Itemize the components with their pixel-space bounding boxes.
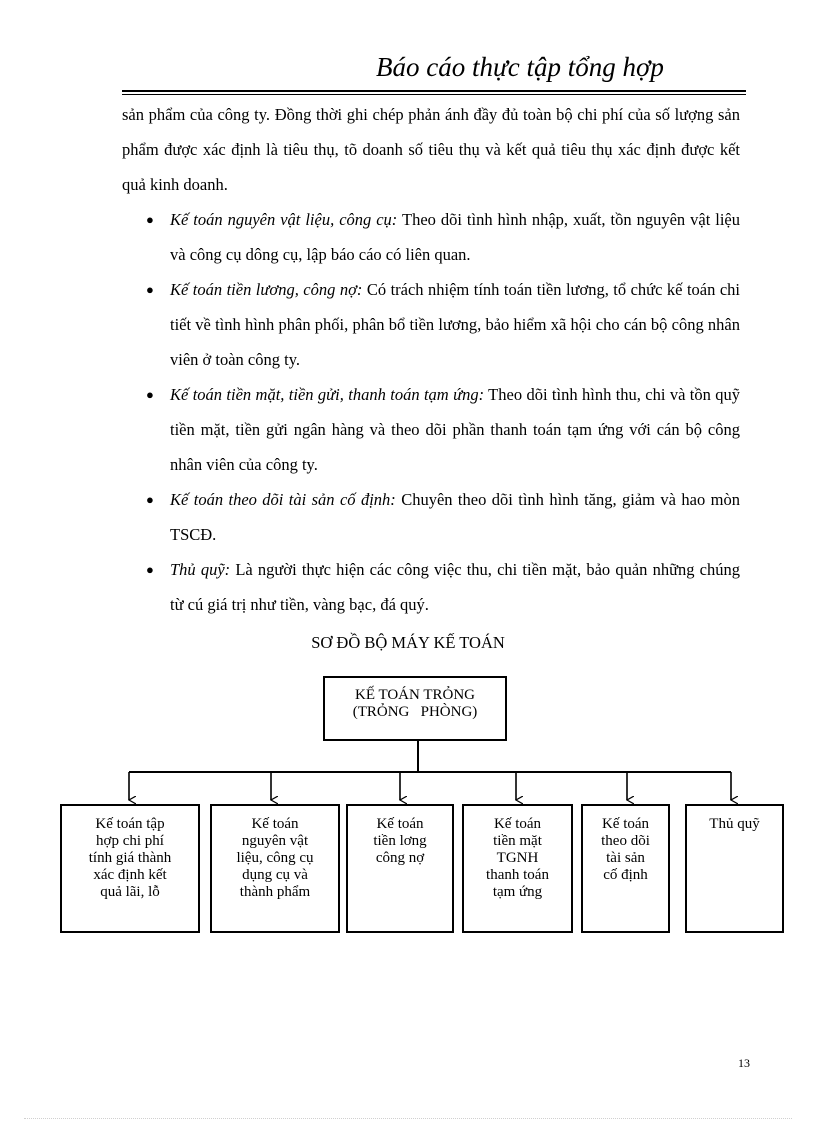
department-label: công nợ xyxy=(375,850,425,866)
chief-accountant-label: KẾ TOÁN TRỎNG xyxy=(354,687,476,703)
duty-list xyxy=(122,202,740,622)
duty-item-title: Thủ quỹ: xyxy=(170,560,231,579)
duty-item xyxy=(122,552,740,622)
department-label: tạm ứng xyxy=(492,884,543,900)
chief-accountant-sublabel: (TRỎNG PHÒNG) xyxy=(352,704,478,720)
department-label: dụng cụ và xyxy=(242,867,308,883)
department-label: liệu, công cụ xyxy=(236,850,314,866)
department-label: Kế toán tập xyxy=(95,816,165,832)
department-label: quả lãi, lỗ xyxy=(100,884,160,900)
duty-item xyxy=(122,202,740,272)
department-label: Kế toán xyxy=(493,816,542,832)
duty-item-title: Kế toán tiền lương, công nợ: xyxy=(170,280,363,299)
department-label: tài sản xyxy=(606,850,645,866)
duty-item-text: Theo dõi tình hình nhập, xuất, tồn nguyên vật liệu và công cụ dông cụ, lập báo cáo có liên quan. xyxy=(170,210,740,264)
duty-item xyxy=(122,482,740,552)
department-label: thanh toán xyxy=(486,867,549,883)
bullet-icon: ● xyxy=(146,282,154,297)
duty-item-text: Chuyên theo dõi tình hình tăng, giảm và hao mòn TSCĐ. xyxy=(170,490,740,544)
department-label: Kế toán xyxy=(251,816,299,832)
department-label: Thủ quỹ xyxy=(709,816,760,832)
department-label: xác định kết xyxy=(93,867,167,883)
department-label: hợp chi phí xyxy=(96,833,164,849)
department-label: cố định xyxy=(603,867,648,883)
department-label: Kế toán xyxy=(601,816,650,832)
department-label: nguyên vật xyxy=(241,833,309,849)
duty-item xyxy=(122,272,740,377)
org-chart xyxy=(0,660,816,950)
department-label: theo dõi xyxy=(601,833,650,849)
department-label: Kế toán xyxy=(376,816,424,832)
intro-paragraph: sản phẩm của công ty. Đồng thời ghi chép phản ánh đầy đủ toàn bộ chi phí của số lượng sản phẩm được xác định là tiêu thụ, tõ doanh số tiêu thụ và kết quả tiêu thụ xác định được kết quả kinh doanh. xyxy=(122,105,740,194)
duty-item-title: Kế toán theo dõi tài sản cố định: xyxy=(170,490,396,509)
header-rule-thin xyxy=(122,94,746,95)
department-label: tiền lơng xyxy=(373,833,427,849)
department-label: thành phẩm xyxy=(239,884,311,900)
duty-item-text: Có trách nhiệm tính toán tiền lương, tổ chức kế toán chi tiết về tình hình phân phối, phân bổ tiền lương, bảo hiểm xã hội cho cán bộ công nhân viên ở toàn công ty. xyxy=(170,280,740,369)
page-number: 13 xyxy=(738,1056,750,1070)
duty-item xyxy=(122,377,740,482)
body-text xyxy=(122,97,740,622)
bullet-icon: ● xyxy=(146,492,154,507)
department-label: TGNH xyxy=(496,850,539,866)
bullet-icon: ● xyxy=(146,212,154,227)
diagram-title: SƠ ĐỒ BỘ MÁY KẾ TOÁN xyxy=(311,633,505,652)
department-label: tính giá thành xyxy=(88,850,172,866)
page-bottom-border xyxy=(24,1118,792,1119)
duty-item-title: Kế toán nguyên vật liệu, công cụ: xyxy=(170,210,398,229)
duty-item-text: Là người thực hiện các công việc thu, chi tiền mặt, bảo quản những chúng từ cú giá trị như tiền, vàng bạc, đá quý. xyxy=(170,560,741,614)
duty-item-text: Theo dõi tình hình thu, chi và tồn quỹ tiền mặt, tiền gửi ngân hàng và theo dõi phần thanh toán tạm ứng với cán bộ công nhân viên của công ty. xyxy=(170,385,740,474)
bullet-icon: ● xyxy=(146,562,154,577)
bullet-icon: ● xyxy=(146,387,154,402)
department-label: tiền mặt xyxy=(493,833,542,849)
report-title: Báo cáo thực tập tổng hợp xyxy=(376,52,664,82)
duty-item-title: Kế toán tiền mặt, tiền gửi, thanh toán tạm ứng: xyxy=(170,385,485,404)
header-rule xyxy=(122,90,746,92)
